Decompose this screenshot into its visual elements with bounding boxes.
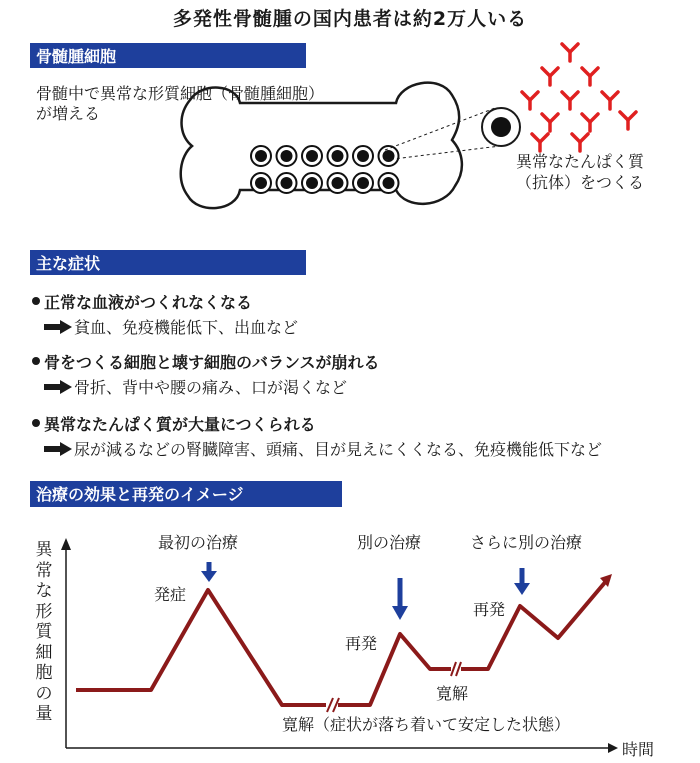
bullet-icon <box>32 297 40 305</box>
page-title: 多発性骨髄腫の国内患者は約2万人いる <box>172 8 528 30</box>
label-remission-short: 寛解 <box>436 684 469 703</box>
label-further-treatment: さらに別の治療 <box>470 533 583 552</box>
symptom-3-detail: 尿が減るなどの腎臓障害、頭痛、目が見えにくくなる、免疫機能低下など <box>44 437 602 460</box>
enlarged-myeloma-cell-nucleus <box>491 117 511 137</box>
right-arrow-icon <box>44 442 72 456</box>
myeloma-cell-nucleus <box>383 177 395 189</box>
myeloma-cell-nucleus <box>281 150 293 162</box>
myeloma-cell-nucleus <box>332 177 344 189</box>
break-mark-2b <box>456 662 461 676</box>
antibody-icon <box>582 114 598 131</box>
myeloma-cell-nucleus <box>306 150 318 162</box>
break-mark-2a <box>451 662 456 676</box>
section-heading-symptoms: 主な症状 <box>30 250 306 275</box>
label-onset: 発症 <box>154 585 187 604</box>
symptom-2-title: 骨をつくる細胞と壊す細胞のバランスが崩れる <box>32 350 380 373</box>
x-axis-arrowhead <box>608 743 618 753</box>
antibody-icon <box>602 92 618 109</box>
symptom-1-title: 正常な血液がつくれなくなる <box>32 290 252 313</box>
antibody-icon <box>582 68 598 85</box>
label-other-treatment: 別の治療 <box>357 533 422 552</box>
label-remission-long: 寛解（症状が落ち着いて安定した状態） <box>282 715 571 734</box>
antibody-icon <box>562 44 578 61</box>
other-treatment-arrow <box>392 578 408 620</box>
label-first-treatment: 最初の治療 <box>158 533 239 552</box>
antibody-icon <box>542 68 558 85</box>
myeloma-cell-nucleus <box>383 150 395 162</box>
antibody-icon <box>532 134 548 151</box>
zoom-line-bottom <box>385 146 500 160</box>
antibody-label-line1: 異常なたんぱく質 <box>516 152 645 171</box>
symptom-2-detail: 骨折、背中や腰の痛み、口が渇くなど <box>44 375 347 398</box>
right-arrow-icon <box>44 320 72 334</box>
bullet-icon <box>32 357 40 365</box>
right-arrow-icon <box>44 380 72 394</box>
antibody-icon <box>522 92 538 109</box>
antibody-icon <box>620 112 636 129</box>
myeloma-cell-nucleus <box>357 150 369 162</box>
antibody-icon <box>542 114 558 131</box>
myeloma-cell-nucleus <box>255 150 267 162</box>
section-heading-myeloma-cells: 骨髄腫細胞 <box>30 43 306 68</box>
antibody-label-line2: （抗体）をつくる <box>516 173 645 192</box>
bullet-icon <box>32 419 40 427</box>
antibody-label <box>516 151 644 193</box>
bone-illustration <box>181 83 462 208</box>
myeloma-description-line1: 骨髄中で異常な形質細胞（骨髄腫細胞） <box>36 84 325 103</box>
myeloma-cell-rows <box>251 146 399 193</box>
antibody-icon <box>562 92 578 109</box>
myeloma-cell-nucleus <box>281 177 293 189</box>
y-axis-label: 異常な形質細胞の量 <box>35 540 53 724</box>
label-relapse-1: 再発 <box>345 634 378 653</box>
further-treatment-arrow <box>514 568 530 595</box>
antibody-cluster <box>522 44 636 151</box>
y-axis-arrowhead <box>61 538 71 550</box>
symptom-3-title: 異常なたんぱく質が大量につくられる <box>32 412 316 435</box>
antibody-icon <box>572 134 588 151</box>
myeloma-cell-nucleus <box>306 177 318 189</box>
label-relapse-2: 再発 <box>473 600 506 619</box>
myeloma-cell-nucleus <box>255 177 267 189</box>
first-treatment-arrow <box>201 562 217 582</box>
section-heading-treatment: 治療の効果と再発のイメージ <box>30 481 342 507</box>
myeloma-description-line2: が増える <box>36 104 101 123</box>
symptom-1-detail: 貧血、免疫機能低下、出血など <box>44 315 298 338</box>
break-mark-1a <box>327 698 333 712</box>
myeloma-cell-nucleus <box>332 150 344 162</box>
myeloma-cell-nucleus <box>357 177 369 189</box>
x-axis-label: 時間 <box>622 740 655 759</box>
zoom-line-top <box>385 108 495 150</box>
disease-course-line-3 <box>461 580 607 669</box>
disease-course-line <box>76 590 326 705</box>
